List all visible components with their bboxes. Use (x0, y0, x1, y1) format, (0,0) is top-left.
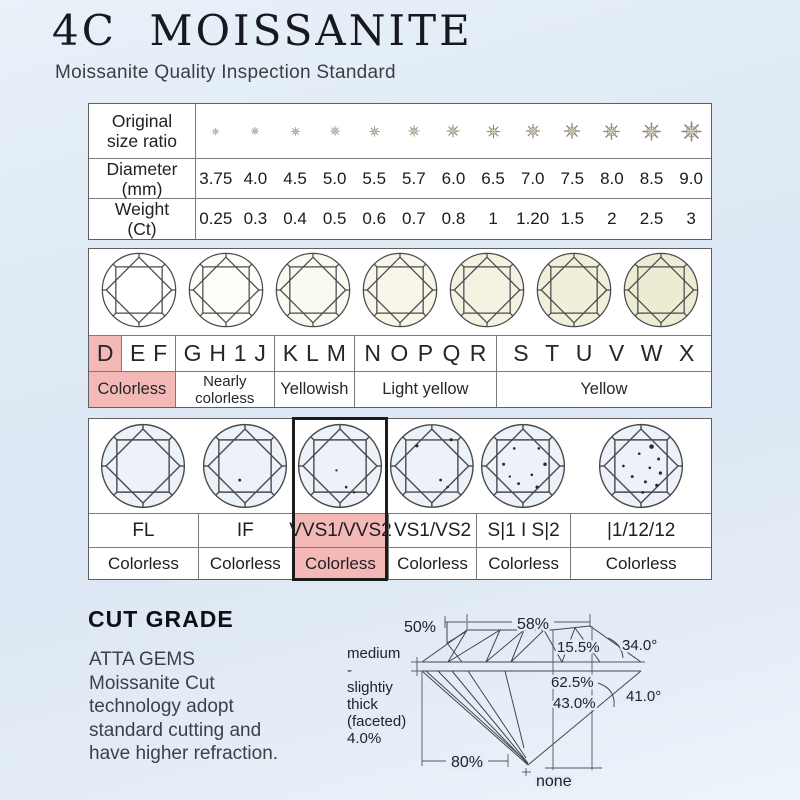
cut-description-line: ATTA GEMS (89, 649, 195, 670)
color-category-label: Nearly (203, 372, 247, 390)
size-gem-cell (196, 127, 236, 136)
weight-value: 3 (686, 209, 696, 228)
size-gem-cell (671, 119, 711, 144)
size-gem-cell (315, 125, 355, 137)
cut-description (89, 648, 278, 766)
girdle-label-line: (faceted) (347, 713, 407, 730)
diameter-value: 7.5 (560, 168, 585, 188)
pavilion-angle-label: 41.0° (626, 688, 662, 705)
size-gem-cell (236, 126, 276, 136)
color-category-label: Light yellow (382, 380, 469, 398)
color-letter: U (575, 340, 593, 366)
weight-value: 1 (488, 209, 498, 228)
weight-value: 0.8 (441, 209, 466, 228)
weight-row (89, 198, 711, 239)
size-gem-cell (275, 126, 315, 137)
size-gem-cell (552, 121, 592, 141)
size-gem-icon (211, 127, 220, 136)
size-table (88, 103, 712, 240)
weight-value: 0.7 (402, 209, 426, 228)
clarity-grade-label: FL (132, 519, 155, 541)
culet-label: none (536, 773, 572, 790)
color-gem (187, 251, 265, 334)
color-letter: X (679, 340, 695, 366)
color-gem (448, 251, 526, 334)
clarity-quality-label: Colorless (570, 548, 711, 579)
page-title: 4C MOISSANITE (52, 6, 473, 55)
color-letter: T (545, 340, 560, 366)
girdle-label-line: thick (347, 696, 378, 713)
color-letter: L (306, 340, 319, 366)
clarity-grade-label: VS1/VS2 (388, 514, 476, 547)
color-letter-cell (89, 336, 121, 371)
diameter-value: 8.0 (600, 168, 624, 188)
color-gem (535, 251, 613, 334)
clarity-gem-icon (201, 422, 289, 510)
table-width-label: 50% (403, 619, 437, 636)
crown-angle-label: 34.0° (622, 637, 658, 654)
color-letter: M (326, 340, 346, 366)
color-letter-cell (274, 336, 354, 371)
table-pct-label: 58% (516, 616, 550, 633)
weight-values-row (196, 199, 711, 239)
diameter-label-line2: (mm) (121, 178, 163, 199)
color-letter: J (254, 340, 266, 366)
color-letter-row (89, 335, 711, 371)
weight-value: 0.3 (243, 209, 268, 228)
color-letter-cell (175, 336, 274, 371)
weight-label-line1: Weight (114, 199, 170, 219)
color-gem-icon (535, 251, 613, 329)
color-letter: Q (442, 340, 461, 366)
weight-label (89, 199, 196, 239)
color-letter: F (153, 340, 168, 366)
diameter-value: 5.5 (362, 168, 387, 188)
color-letter: K (282, 340, 299, 366)
size-gem-cell (592, 121, 632, 142)
diameter-row (89, 158, 711, 198)
color-letter-cell (121, 336, 174, 371)
weight-value: 1.20 (516, 209, 550, 228)
size-gem-icon (290, 126, 301, 137)
color-gem-icon (274, 251, 352, 329)
size-ratio-row (89, 104, 711, 158)
size-gem-cell (434, 123, 474, 139)
color-gem (100, 251, 178, 334)
color-category-cell (354, 372, 496, 407)
color-gem-icon (448, 251, 526, 329)
diameter-value: 8.5 (639, 168, 664, 188)
cut-description-line: Moissanite Cut (89, 672, 215, 694)
size-gem-cell (632, 120, 672, 143)
clarity-gem-cell (89, 422, 198, 510)
cut-grade-heading: CUT GRADE (88, 606, 234, 632)
diameter-label (89, 159, 196, 198)
diameter-value: 9.0 (679, 168, 703, 188)
diameter-value: 4.5 (283, 168, 307, 188)
girdle-label-line: 4.0% (347, 730, 382, 747)
color-category-label: Yellowish (280, 380, 349, 398)
clarity-gem-icon (479, 422, 567, 510)
clarity-grade-label: IF (198, 514, 292, 547)
diameter-value: 7.0 (520, 168, 545, 188)
weight-value: 1.5 (560, 209, 585, 228)
color-letter: G (183, 340, 202, 366)
cut-description-line: standard cutting and (89, 719, 262, 741)
diameter-value: 6.0 (441, 168, 466, 188)
clarity-quality-label: Colorless (107, 553, 179, 573)
page-subtitle: Moissanite Quality Inspection Standard (55, 62, 396, 83)
color-letter: V (608, 340, 625, 366)
weight-value: 0.6 (362, 209, 387, 228)
size-gem-cell (513, 122, 553, 140)
color-gem-icon (187, 251, 265, 329)
pavilion-depth-label: 43.0% (553, 695, 596, 712)
color-letter-cell (496, 336, 711, 371)
color-gem (274, 251, 352, 334)
clarity-grade-label: S|1 I S|2 (476, 514, 571, 547)
weight-value: 0.4 (283, 209, 307, 228)
color-letter: W (640, 340, 663, 366)
cut-profile-diagram (338, 588, 730, 800)
clarity-gem-cell (198, 422, 292, 510)
color-grade-table (88, 248, 712, 408)
size-gem-icon (640, 120, 663, 143)
size-gem-icon (250, 126, 260, 136)
clarity-grade-label: |1/12/12 (570, 514, 711, 547)
color-category-label: Yellow (580, 380, 628, 398)
depth-label: 62.5% (551, 674, 594, 691)
color-category-cell (175, 372, 274, 407)
color-letter: 1 (233, 340, 247, 366)
color-category-label: Colorless (97, 380, 167, 398)
clarity-gem-cell (476, 422, 571, 510)
weight-label-line2: (Ct) (127, 219, 157, 239)
diameter-value: 3.75 (199, 168, 233, 188)
weight-value: 0.5 (322, 209, 347, 228)
diameter-value: 5.0 (322, 168, 347, 188)
clarity-grade-row (89, 513, 711, 547)
diameter-values-row (196, 159, 711, 198)
size-gem-icon (368, 125, 381, 138)
clarity-gem-cell (570, 422, 711, 510)
clarity-quality-label: Colorless (476, 548, 571, 579)
size-gem-cell (354, 125, 394, 138)
color-gem-icon (100, 251, 178, 329)
color-gem (361, 251, 439, 334)
clarity-quality-row (89, 547, 711, 579)
color-letter: R (469, 340, 487, 366)
size-gem-icon (485, 123, 502, 140)
girdle-label-line: medium (347, 645, 401, 662)
crown-height-label: 15.5% (557, 639, 600, 656)
weight-value: 2.5 (639, 209, 664, 228)
cut-description-line: have higher refraction. (89, 743, 279, 764)
color-category-cell (274, 372, 354, 407)
clarity-gem-icon (99, 422, 187, 510)
color-letter: O (390, 340, 409, 366)
color-gem-icon (622, 251, 700, 329)
color-letter: N (364, 340, 381, 366)
color-letter: E (130, 340, 146, 366)
clarity-gem-icon (597, 422, 685, 510)
clarity-table (88, 418, 712, 580)
size-gem-icon (524, 122, 542, 140)
clarity-quality-label: Colorless (198, 548, 292, 579)
clarity-gem-cell (292, 422, 388, 510)
color-gem (622, 251, 700, 334)
size-gem-icon (407, 124, 421, 138)
color-gem-icon (361, 251, 439, 329)
clarity-quality-label: Colorless (388, 548, 476, 579)
diameter-value: 5.7 (402, 168, 426, 188)
clarity-quality-label: Colorless (292, 548, 388, 579)
size-gem-icon (329, 125, 341, 137)
clarity-gem-icon (388, 422, 476, 510)
color-category-cell (496, 372, 711, 407)
color-letter: S (513, 340, 529, 366)
weight-value: 2 (607, 209, 617, 228)
clarity-gem-cell (388, 422, 476, 510)
color-letter: H (209, 340, 226, 366)
color-letter: P (417, 340, 434, 366)
size-ratio-label-line1: Original (111, 111, 173, 131)
weight-value: 0.25 (199, 209, 233, 228)
size-gem-cell (473, 123, 513, 140)
cut-description-line: technology adopt (89, 696, 234, 717)
size-gem-row (196, 104, 711, 158)
size-gem-icon (601, 121, 622, 142)
lower-half-label: 80% (450, 754, 484, 771)
color-gem-row (89, 249, 711, 335)
girdle-label-line: - (347, 662, 352, 679)
diameter-value: 6.5 (481, 168, 505, 188)
color-category-label: colorless (195, 389, 255, 407)
color-category-row (89, 371, 711, 407)
size-gem-icon (562, 121, 582, 141)
diameter-label-line1: Diameter (106, 158, 178, 179)
color-letter: D (96, 340, 114, 366)
diameter-value: 4.0 (243, 168, 268, 188)
size-ratio-label-line2: size ratio (106, 131, 178, 151)
size-ratio-label (89, 104, 196, 158)
color-category-cell (89, 372, 175, 407)
size-gem-cell (394, 124, 434, 138)
color-letter-cell (354, 336, 496, 371)
girdle-label-line: slightiy (347, 679, 393, 696)
clarity-gem-row (89, 419, 711, 513)
clarity-grade-label: VVS1/VVS2 (292, 514, 388, 547)
size-gem-icon (445, 123, 461, 139)
size-gem-icon (679, 119, 704, 144)
clarity-gem-icon (296, 422, 384, 510)
